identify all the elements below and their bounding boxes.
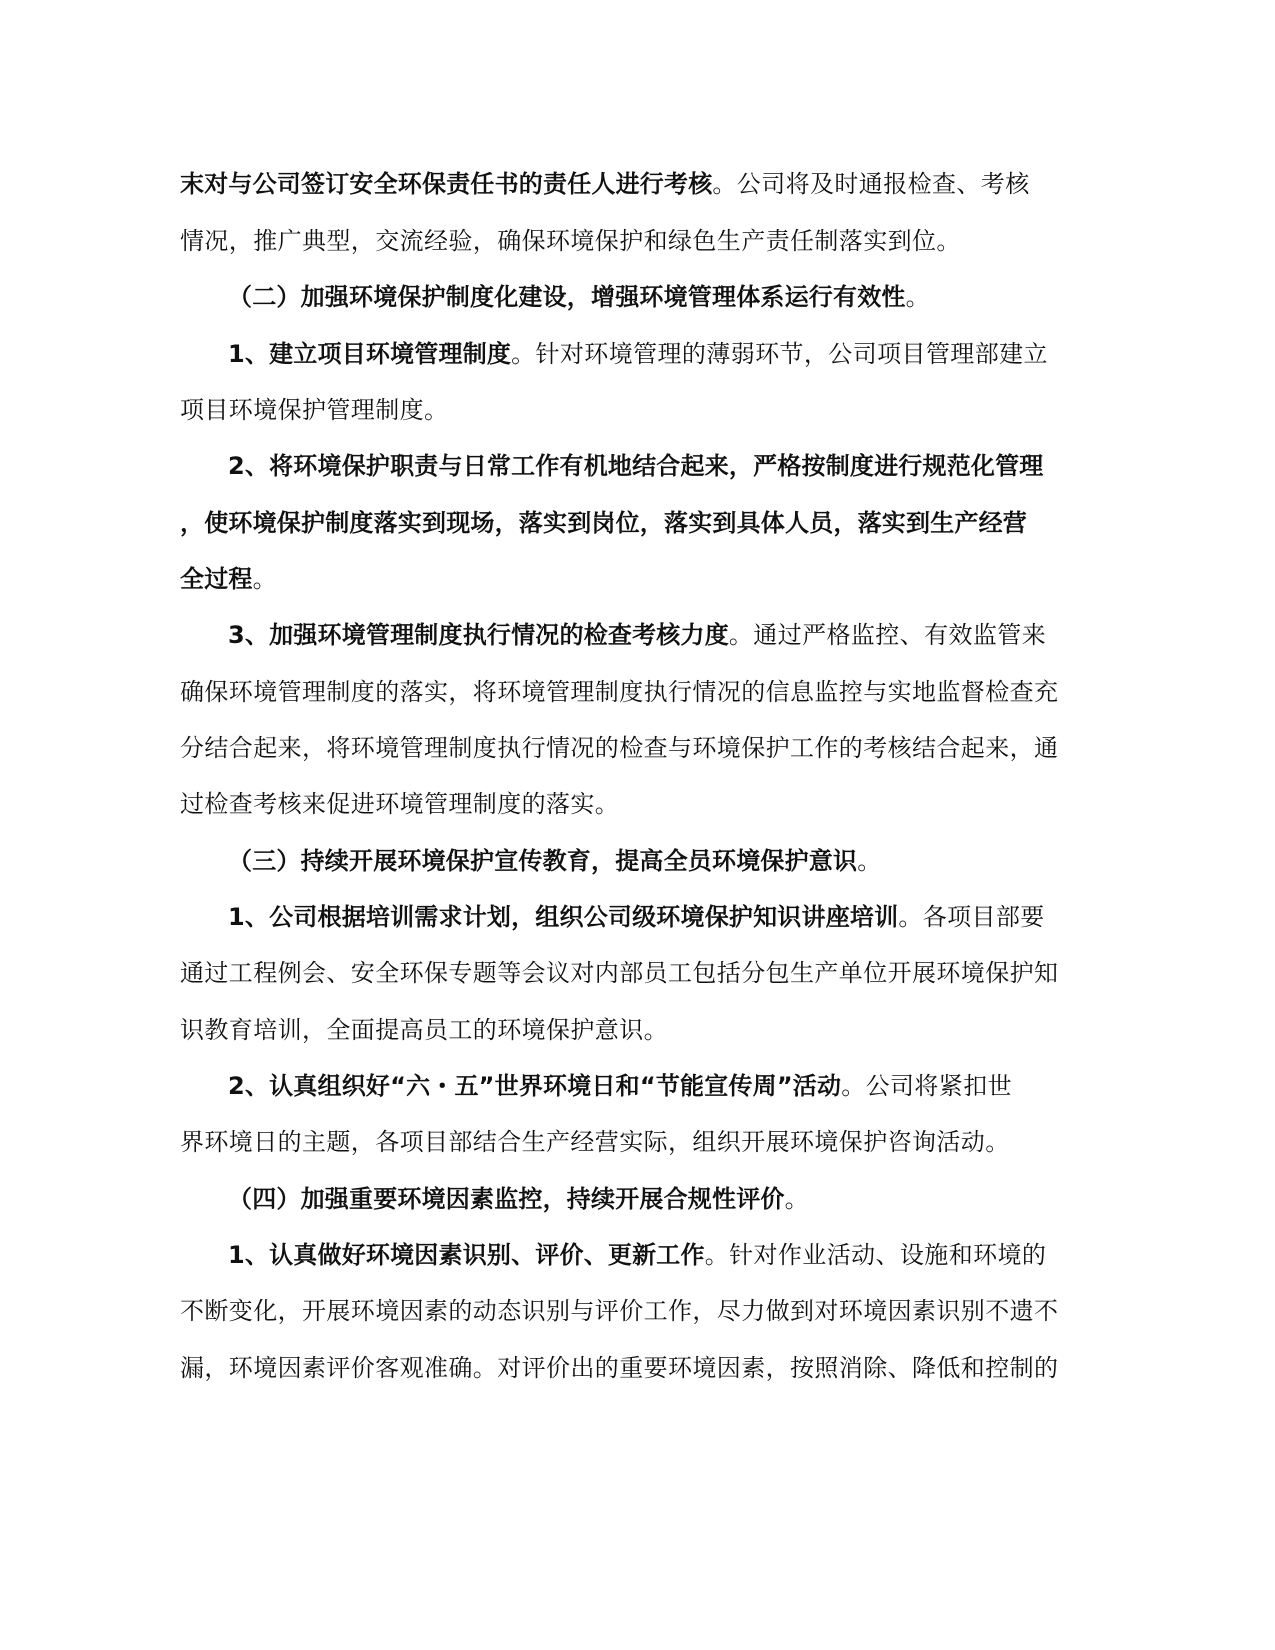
text-line bbox=[180, 1010, 1275, 1050]
text: 漏，环境因素评价客观准确。对评价出的重要环境因素，按照消除、降低和控制的 bbox=[180, 1354, 1059, 1382]
text-line bbox=[180, 1348, 1275, 1388]
text: 。针对作业活动、设施和环境的 bbox=[704, 1241, 1047, 1269]
bold-text: （三）持续开展环境保护宣传教育，提高全员环境保护意识 bbox=[228, 847, 858, 875]
text-line bbox=[180, 221, 1275, 261]
text: 确保环境管理制度的落实，将环境管理制度执行情况的信息监控与实地监督检查充 bbox=[180, 678, 1059, 706]
text-line bbox=[180, 1122, 1275, 1162]
bold-text: 3、加强环境管理制度执行情况的检查考核力度 bbox=[228, 621, 729, 649]
text: 界环境日的主题，各项目部结合生产经营实际，组织开展环境保护咨询活动。 bbox=[180, 1128, 1010, 1156]
text: 。公司将紧扣世 bbox=[841, 1072, 1013, 1100]
text: 。各项目部要 bbox=[898, 903, 1045, 931]
text-line bbox=[228, 615, 1275, 655]
text-line bbox=[228, 897, 1275, 937]
bold-text: 2、将环境保护职责与日常工作有机地结合起来，严格按制度进行规范化管理 bbox=[228, 452, 1044, 480]
bold-text: 1、认真做好环境因素识别、评价、更新工作 bbox=[228, 1241, 705, 1269]
text: 。 bbox=[784, 1185, 810, 1213]
text-line bbox=[180, 728, 1275, 768]
text: 。 bbox=[905, 283, 931, 311]
bold-text: 1、公司根据培训需求计划，组织公司级环境保护知识讲座培训 bbox=[228, 903, 899, 931]
text: 。 bbox=[252, 565, 278, 593]
text: 分结合起来，将环境管理制度执行情况的检查与环境保护工作的考核结合起来，通 bbox=[180, 734, 1059, 762]
text: 。 bbox=[857, 847, 882, 875]
bold-text: （四）加强重要环境因素监控，持续开展合规性评价 bbox=[228, 1185, 785, 1213]
text: 。公司将及时通报检查、考核 bbox=[712, 170, 1030, 198]
text: 通过工程例会、安全环保专题等会议对内部员工包括分包生产单位开展环境保护知 bbox=[180, 959, 1059, 987]
text-line bbox=[180, 672, 1275, 712]
bold-text: （二）加强环境保护制度化建设，增强环境管理体系运行有效性 bbox=[228, 283, 906, 311]
bold-text: 末对与公司签订安全环保责任书的责任人进行考核 bbox=[180, 170, 713, 198]
bold-text: 2、认真组织好“六・五”世界环境日和“节能宣传周”活动 bbox=[228, 1072, 842, 1100]
text-line bbox=[228, 446, 1275, 486]
text-line bbox=[180, 390, 1275, 430]
text-line bbox=[180, 559, 1275, 599]
text-line bbox=[180, 784, 1275, 824]
text-line bbox=[228, 1235, 1275, 1275]
section-heading bbox=[228, 841, 1275, 881]
text-line bbox=[180, 164, 1275, 204]
text-line bbox=[180, 1291, 1275, 1331]
bold-text: ，使环境保护制度落实到现场，落实到岗位，落实到具体人员，落实到生产经营 bbox=[180, 509, 1027, 537]
text-line bbox=[180, 503, 1275, 543]
section-heading bbox=[228, 1179, 1275, 1219]
text-line bbox=[228, 334, 1275, 374]
bold-text: 全过程 bbox=[180, 565, 253, 593]
bold-text: 1、建立项目环境管理制度 bbox=[228, 340, 512, 368]
text-line bbox=[228, 1066, 1275, 1106]
text: 识教育培训，全面提高员工的环境保护意识。 bbox=[180, 1016, 668, 1044]
text: 。通过严格监控、有效监管来 bbox=[728, 621, 1047, 649]
text: 情况，推广典型，交流经验，确保环境保护和绿色生产责任制落实到位。 bbox=[180, 227, 961, 255]
text: 项目环境保护管理制度。 bbox=[180, 396, 449, 424]
text: 过检查考核来促进环境管理制度的落实。 bbox=[180, 790, 620, 818]
text: 不断变化，开展环境因素的动态识别与评价工作，尽力做到对环境因素识别不遗不 bbox=[180, 1297, 1059, 1325]
text: 。针对环境管理的薄弱环节，公司项目管理部建立 bbox=[511, 340, 1048, 368]
section-heading bbox=[228, 277, 1275, 317]
text-line bbox=[180, 953, 1275, 993]
